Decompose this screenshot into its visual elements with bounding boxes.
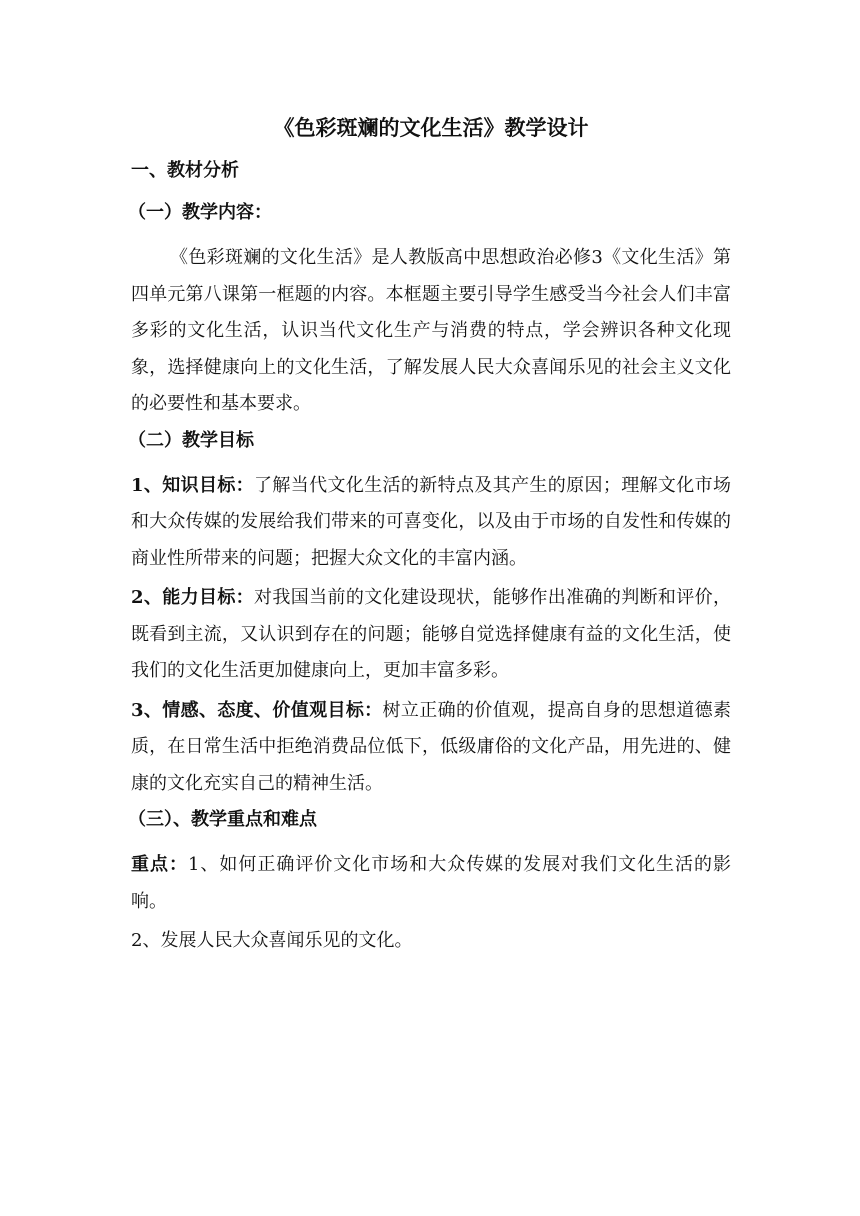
key-point-label: 重点： bbox=[131, 854, 188, 875]
document-title: 《色彩斑斓的文化生活》教学设计 bbox=[273, 115, 589, 140]
objective-ability-label: 2、能力目标： bbox=[131, 587, 255, 608]
subheading-key-and-difficult-points: （三）、教学重点和难点 bbox=[128, 809, 317, 830]
teaching-content-paragraph: 《色彩斑斓的文化生活》是人教版高中思想政治必修3《文化生活》第四单元第八课第一框题的内容。本框题主要引导学生感受当今社会人们丰富多彩的文化生活，认识当代文化生产与消费的特点，学会辨识各种文化现象，选择健康向上的文化生活，了解发展人民大众喜闻乐见的社会主义文化的必要性和基本要求。 bbox=[131, 247, 731, 414]
key-point-1 bbox=[131, 847, 731, 920]
objective-ability bbox=[131, 580, 731, 690]
objective-ability-text: 对我国当前的文化建设现状，能够作出准确的判断和评价，既看到主流，又认识到存在的问题；能够自觉选择健康有益的文化生活，使我们的文化生活更加健康向上，更加丰富多彩。 bbox=[131, 587, 732, 681]
objective-knowledge-text: 了解当代文化生活的新特点及其产生的原因；理解文化市场和大众传媒的发展给我们带来的可喜变化，以及由于市场的自发性和传媒的商业性所带来的问题；把握大众文化的丰富内涵。 bbox=[131, 474, 732, 569]
key-point-2: 2、发展人民大众喜闻乐见的文化。 bbox=[131, 930, 413, 951]
key-point-1-text: 1、如何正确评价文化市场和大众传媒的发展对我们文化生活的影响。 bbox=[131, 854, 732, 912]
objective-knowledge-label: 1、知识目标： bbox=[131, 474, 255, 496]
subheading-teaching-content: （一）教学内容： bbox=[128, 202, 272, 223]
objective-emotion-values-label: 3、情感、态度、价值观目标： bbox=[131, 699, 383, 721]
section-heading-textbook-analysis: 一、教材分析 bbox=[131, 160, 239, 181]
document-body bbox=[128, 110, 732, 963]
subheading-teaching-objectives: （二）教学目标 bbox=[128, 429, 254, 451]
objective-knowledge bbox=[131, 468, 731, 578]
objective-emotion-values bbox=[131, 693, 731, 803]
objective-emotion-values-text: 树立正确的价值观，提高自身的思想道德素质，在日常生活中拒绝消费品位低下，低级庸俗的文化产品，用先进的、健康的文化充实自己的精神生活。 bbox=[131, 699, 731, 794]
